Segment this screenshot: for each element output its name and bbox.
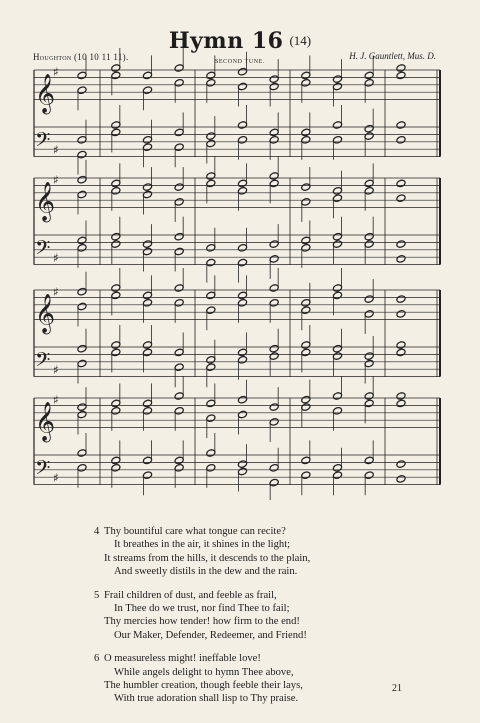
note-head [174, 392, 184, 401]
note-head [77, 175, 87, 184]
key-signature-sharp-icon: ♯ [53, 143, 59, 158]
note-head [142, 247, 152, 256]
note-head [364, 310, 374, 319]
note-head [332, 407, 342, 416]
note-head [269, 352, 279, 361]
note-head [364, 359, 374, 368]
note-head [206, 172, 216, 181]
note-head [364, 471, 374, 480]
note-head [301, 136, 311, 145]
note-head [301, 403, 311, 412]
note-head [174, 348, 184, 357]
note-head [174, 128, 184, 137]
note-head [111, 179, 121, 188]
note-head [111, 64, 121, 73]
note-head [111, 232, 121, 241]
note-head [174, 284, 184, 293]
bass-clef-icon: 𝄢 [35, 236, 51, 265]
note-head [174, 79, 184, 88]
note-head [301, 183, 311, 192]
verse-line: With true adoration shall lisp to Thy praise. [114, 693, 299, 705]
note-head [174, 64, 184, 73]
note-head [174, 407, 184, 416]
note-head [174, 247, 184, 256]
note-head [111, 187, 121, 196]
note-head [364, 124, 374, 133]
note-head [206, 356, 216, 365]
note-head [396, 194, 406, 203]
note-head [142, 399, 152, 408]
treble-clef-icon: 𝄞 [35, 73, 56, 114]
note-head [301, 236, 311, 245]
note-head [142, 456, 152, 465]
note-head [142, 341, 152, 350]
note-head [77, 464, 87, 473]
note-head [332, 284, 342, 293]
note-head [364, 79, 374, 88]
note-head [396, 399, 406, 408]
note-head [142, 348, 152, 357]
note-head [77, 244, 87, 253]
note-head [237, 460, 247, 469]
note-head [396, 64, 406, 73]
note-head [301, 395, 311, 404]
key-signature-sharp-icon: ♯ [53, 251, 59, 266]
note-head [206, 258, 216, 267]
note-head [77, 410, 87, 419]
note-head [269, 478, 279, 487]
note-head [332, 75, 342, 84]
note-head [142, 183, 152, 192]
note-head [269, 179, 279, 188]
note-head [237, 299, 247, 308]
verse-line: Thy bountiful care what tongue can recite? [104, 526, 286, 537]
treble-clef-icon: 𝄞 [35, 181, 56, 222]
note-head [269, 344, 279, 353]
note-head [142, 136, 152, 145]
note-head [111, 284, 121, 293]
note-head [206, 414, 216, 423]
verse-4 [94, 525, 311, 579]
note-head [269, 240, 279, 249]
verse-number: 5 [94, 589, 100, 601]
note-head [174, 198, 184, 207]
note-head [301, 128, 311, 137]
tune-subtitle: SECOND TUNE. [214, 59, 266, 65]
note-head [206, 399, 216, 408]
note-head [206, 71, 216, 80]
note-head [396, 295, 406, 304]
note-head [237, 121, 247, 130]
key-signature-sharp-icon: ♯ [53, 285, 59, 299]
key-signature-sharp-icon: ♯ [53, 471, 59, 486]
note-head [77, 86, 87, 95]
note-head [206, 139, 216, 148]
note-head [174, 143, 184, 152]
treble-clef-icon: 𝄞 [35, 293, 56, 334]
note-head [237, 136, 247, 145]
note-head [396, 341, 406, 350]
note-head [269, 82, 279, 91]
note-head [111, 128, 121, 137]
note-head [237, 348, 247, 357]
verse-line: It breathes in the air, it shines in the light; [114, 539, 291, 551]
note-head [396, 179, 406, 188]
page-number: 21 [392, 683, 402, 694]
note-head [237, 410, 247, 419]
note-head [332, 136, 342, 145]
note-head [332, 194, 342, 203]
note-head [111, 407, 121, 416]
verse-5 [94, 589, 310, 643]
note-head [174, 299, 184, 308]
note-head [142, 240, 152, 249]
verse-line: And sweetly distils in the dew and the rain. [114, 566, 298, 578]
note-head [142, 299, 152, 308]
key-signature-sharp-icon: ♯ [53, 363, 59, 378]
note-head [396, 255, 406, 264]
note-head [77, 136, 87, 145]
note-head [77, 71, 87, 80]
note-head [269, 418, 279, 427]
note-head [142, 471, 152, 480]
note-head [237, 67, 247, 76]
note-head [396, 460, 406, 469]
verse-line: In Thee do we trust, nor find Thee to fail; [114, 603, 290, 615]
hymn-number: (14) [289, 33, 312, 48]
note-head [206, 363, 216, 372]
note-head [332, 344, 342, 353]
note-head [77, 150, 87, 159]
key-signature-sharp-icon: ♯ [53, 393, 59, 407]
bass-clef-icon: 𝄢 [35, 128, 51, 157]
note-head [237, 356, 247, 365]
note-head [301, 299, 311, 308]
note-head [364, 392, 374, 401]
note-head [77, 449, 87, 458]
note-head [111, 121, 121, 130]
note-head [301, 79, 311, 88]
verse-number: 4 [94, 526, 100, 537]
note-head [111, 348, 121, 357]
note-head [269, 75, 279, 84]
note-head [364, 456, 374, 465]
note-head [174, 363, 184, 372]
note-head [364, 71, 374, 80]
note-head [364, 399, 374, 408]
note-head [237, 244, 247, 253]
note-head [206, 79, 216, 88]
note-head [396, 392, 406, 401]
bass-clef-icon: 𝄢 [35, 348, 51, 377]
verses [94, 525, 311, 716]
note-head [396, 475, 406, 484]
note-head [269, 403, 279, 412]
note-head [301, 348, 311, 357]
note-head [174, 183, 184, 192]
composer-credit: H. J. Gauntlett, Mus. D. [349, 51, 436, 61]
note-head [237, 179, 247, 188]
verse-line: It streams from the hills, it descends to the plain, [104, 552, 311, 564]
note-head [396, 71, 406, 80]
note-head [269, 284, 279, 293]
note-head [332, 471, 342, 480]
note-head [142, 86, 152, 95]
note-head [111, 399, 121, 408]
note-head [301, 71, 311, 80]
note-head [332, 291, 342, 300]
note-head [301, 341, 311, 350]
note-head [364, 232, 374, 241]
note-head [111, 464, 121, 473]
verse-line: Thy mercies how tender! how firm to the end! [104, 616, 300, 628]
note-head [237, 258, 247, 267]
note-head [111, 341, 121, 350]
verse-line: While angels delight to hymn Thee above, [114, 666, 294, 678]
note-head [269, 136, 279, 145]
note-head [364, 352, 374, 361]
note-head [301, 306, 311, 315]
note-head [174, 464, 184, 473]
bass-clef-icon: 𝄢 [35, 456, 51, 485]
note-head [206, 291, 216, 300]
note-head [332, 352, 342, 361]
note-head [332, 240, 342, 249]
note-head [111, 71, 121, 80]
note-head [332, 121, 342, 130]
verse-line: The humbler creation, though feeble their lays, [104, 680, 303, 692]
note-head [301, 244, 311, 253]
verse-6 [94, 652, 310, 706]
note-head [396, 121, 406, 130]
note-head [206, 179, 216, 188]
note-head [396, 240, 406, 249]
note-head [206, 464, 216, 473]
note-head [364, 240, 374, 249]
note-head [237, 467, 247, 476]
note-head [174, 232, 184, 241]
note-head [111, 291, 121, 300]
note-head [142, 71, 152, 80]
key-signature-sharp-icon: ♯ [53, 65, 59, 79]
note-head [332, 232, 342, 241]
note-head [364, 295, 374, 304]
note-head [396, 348, 406, 357]
note-head [269, 255, 279, 264]
note-head [332, 464, 342, 473]
note-head [237, 291, 247, 300]
note-head [301, 456, 311, 465]
note-head [269, 128, 279, 137]
note-head [364, 132, 374, 141]
note-head [237, 82, 247, 91]
note-head [396, 310, 406, 319]
note-head [332, 82, 342, 91]
note-head [237, 187, 247, 196]
note-head [142, 143, 152, 152]
note-head [77, 403, 87, 412]
note-head [364, 179, 374, 188]
note-head [142, 407, 152, 416]
note-head [206, 449, 216, 458]
note-head [269, 299, 279, 308]
note-head [269, 464, 279, 473]
tune-name: Houghton (10 10 11 11). [33, 52, 129, 62]
note-head [77, 344, 87, 353]
note-head [301, 198, 311, 207]
note-head [111, 456, 121, 465]
note-head [237, 395, 247, 404]
note-head [77, 236, 87, 245]
verse-line: O measureless might! ineffable love! [104, 653, 261, 665]
note-head [301, 471, 311, 480]
note-head [142, 190, 152, 199]
note-head [332, 187, 342, 196]
note-head [77, 287, 87, 296]
note-head [396, 136, 406, 145]
note-head [111, 240, 121, 249]
note-head [364, 187, 374, 196]
note-head [77, 190, 87, 199]
note-head [142, 291, 152, 300]
verse-line: Our Maker, Defender, Redeemer, and Friend! [114, 629, 307, 641]
note-head [269, 172, 279, 181]
note-head [206, 306, 216, 315]
note-head [206, 132, 216, 141]
key-signature-sharp-icon: ♯ [53, 173, 59, 187]
hymn-title-text: Hymn 16 [168, 28, 284, 54]
treble-clef-icon: 𝄞 [35, 401, 56, 442]
note-head [332, 392, 342, 401]
verse-number: 6 [94, 653, 100, 665]
note-head [206, 244, 216, 253]
note-head [77, 359, 87, 368]
verse-line: Frail children of dust, and feeble as frail, [104, 589, 277, 601]
note-head [174, 456, 184, 465]
note-head [77, 302, 87, 311]
